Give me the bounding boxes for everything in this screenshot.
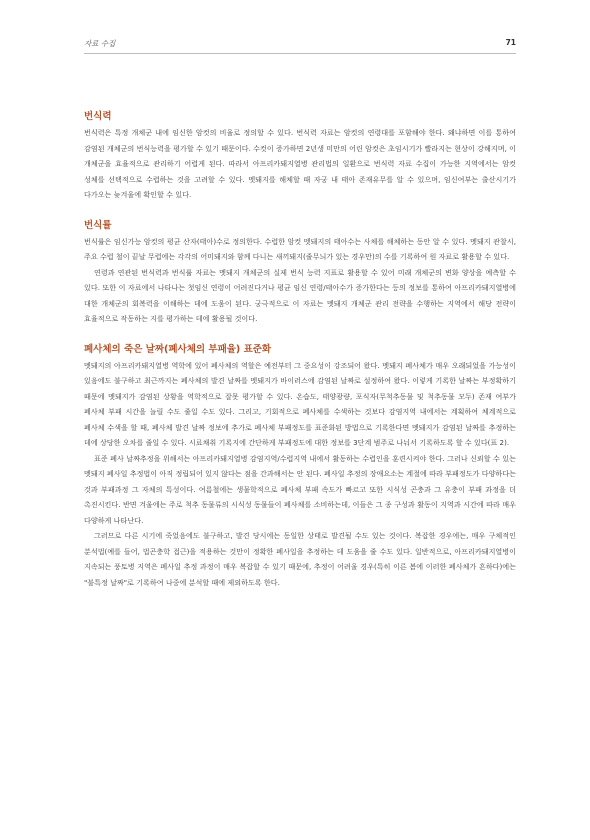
paragraph: 번식력은 특정 개체군 내에 임신한 암컷의 비율로 정의할 수 있다. 번식력 자료는 암컷의 연령대를 포함해야 한다. 왜냐하면 이를 통하여 감염된 개체군의 번식능력을 평가할 수 있기 때문이다. 수컷이 증가하면 2년생 미만의 어린 암컷은 초임시기가 빨라지는 현상이 강해지며, 이 개체군을 효율적으로 관리하기 어렵게 된다. 따라서 아프리카돼지열병 관리법의 일환으로 번식력 자료 수집이 가능한 지역에서는 암컷 성체를 선택적으로 수렵하는 것을 고려할 수 있다. 멧돼지를 해체할 때 자궁 내 태아 존재유무를 알 수 있으며, 임신여부는 출산시기가 다가오는 늦겨울에 확인할 수 있다. <box>84 128 516 199</box>
paragraph: 번식률은 임신가능 암컷의 평균 산자(태아)수로 정의한다. 수렵한 암컷 멧돼지의 태아수는 사체를 해체하는 동안 알 수 있다. 멧돼지 관찰시, 주요 수렵 철이 끝날 무렵에는 각각의 어미돼지와 함께 다니는 새끼돼지(줄무늬가 있는 경우만)의 수를 기록하여 원 자료로 활용할 수 있다. <box>84 236 516 261</box>
page-body <box>84 110 516 606</box>
page-number: 71 <box>505 38 516 47</box>
paragraph: 연령과 연관된 번식력과 번식률 자료는 멧돼지 개체군의 실제 번식 능력 지표로 활용할 수 있어 미래 개체군의 변화 양상을 예측할 수 있다. 또한 이 자료에서 나타나는 첫임신 연령이 어려진다거나 평균 임신 연령/태아수가 증가한다는 등의 정보를 통하여 아프리카돼지열병에 대한 개체군의 회복력을 이해하는 데에 도움이 된다. 궁극적으로 이 자료는 멧돼지 개체군 관리 전략을 수행하는 지역에서 해당 전략이 효율적으로 작동하는 지를 평가하는 데에 활용될 것이다. <box>84 267 516 323</box>
header-divider <box>84 53 516 54</box>
section-fecundity <box>84 110 516 203</box>
section-heading: 번식력 <box>84 111 112 122</box>
paragraph: 표준 폐사 날짜추정을 위해서는 아프리카돼지열병 감염지역/수렵지역 내에서 활동하는 수렵인을 훈련시켜야 한다. 그러나 신뢰할 수 있는 멧돼지 폐사일 추정법이 아직 정립되어 있지 않다는 점을 간과해서는 안 된다. 폐사일 추정의 장애요소는 계절에 따라 부패정도가 다양하다는 것과 부패과정 그 자체의 특성이다. 여름철에는 생물학적으로 폐사체 부패 속도가 빠르고 또한 시식성 곤충과 그 유충이 부패 과정을 더 촉진시킨다. 반면 겨울에는 주로 척추 동물류의 시식성 동물들이 폐사체를 소비하는데, 이들은 그 종 구성과 활동이 지역과 시간에 따라 매우 다양하게 나타난다. <box>84 453 516 525</box>
running-section-title: 자료 수집 <box>84 39 116 48</box>
section-heading: 폐사체의 죽은 날짜(폐사체의 부패율) 표준화 <box>84 343 272 355</box>
paragraph: 멧돼지의 아프리카돼지열병 역학에 있어 폐사체의 역할은 예전부터 그 중요성이 강조되어 왔다. 멧돼지 폐사체가 매우 오래되었을 가능성이 있음에도 불구하고 최근까지는 폐사체의 발견 날짜를 멧돼지가 바이러스에 감염된 날짜로 설정하여 왔다. 이렇게 기록한 날짜는 부정확하기 때문에 멧돼지가 감염된 상황을 역학적으로 잘못 평가할 수 있다. 온습도, 태양광량, 포식자(무척추동물 및 척추동물 모두) 존재 여부가 폐사체 부패 시간을 늘릴 수도 줄일 수도 있다. 그리고, 기회적으로 폐사체를 수색하는 것보다 감염지역 내에서는 계획하여 체계적으로 폐사체 수색을 할 때, 폐사체 발견 날짜 정보에 추가로 폐사체 부패정도를 표준화된 방법으로 기록한다면 멧돼지가 감염된 날짜를 추정하는 데에 상당한 오차를 줄일 수 있다. 시료채취 기록지에 간단하게 부패정도에 대한 정보를 3단계 범주로 나눠서 기록하도록 할 수 있다(표 2). <box>84 360 516 447</box>
section-carcass-dating <box>84 343 516 591</box>
paragraph: 그러므로 다른 시기에 죽었음에도 불구하고, 발견 당시에는 동일한 상태로 발견될 수도 있는 것이다. 복잡한 경우에는, 매우 구체적인 분석법(예를 들어, 법곤충학 접근)을 적용하는 것만이 정확한 폐사일을 추정하는 데 도움을 줄 수도 있다. 일반적으로, 아프리카돼지열병이 지속되는 풍토병 지역은 폐사일 추정 과정이 매우 복잡할 수 있기 때문에, 추정이 어려울 경우(특히 이른 봄에 이러한 폐사체가 흔하다)에는 "불특정 날짜"로 기록하여 나중에 분석할 때에 제외하도록 한다. <box>84 531 516 587</box>
page-header <box>84 38 516 54</box>
section-fertility <box>84 219 516 327</box>
section-heading: 번식률 <box>84 219 112 231</box>
